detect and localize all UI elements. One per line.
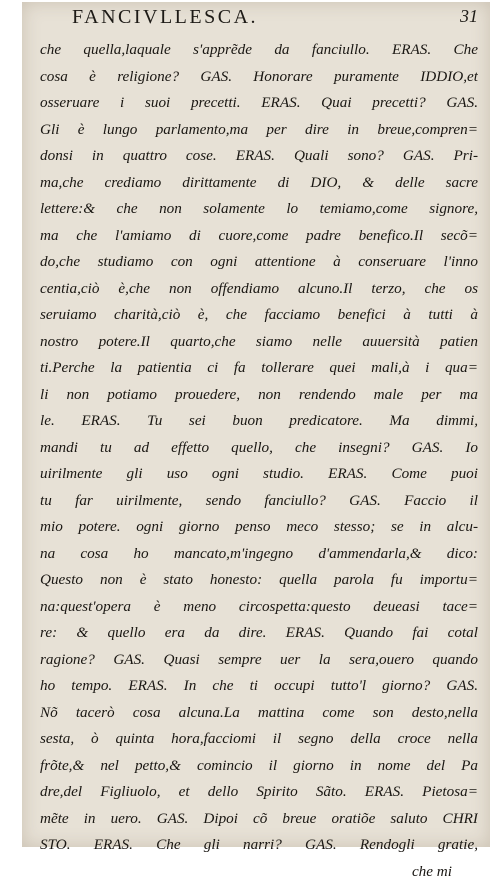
book-page — [22, 2, 490, 847]
dialogue-text — [40, 37, 478, 885]
text-line: tu far uirilmente, sendo fanciullo? GAS. Faccio il — [40, 488, 478, 515]
text-line: na:quest'opera è meno circospetta:questo deueasi tace= — [40, 594, 478, 621]
text-line: che mi — [40, 859, 478, 885]
text-line: re: & quello era da dire. ERAS. Quando fai cotal — [40, 620, 478, 647]
text-line: centia,ciò è,che non offendiamo alcuno.Il terzo, che os — [40, 276, 478, 303]
text-line: cosa è religione? GAS. Honorare puramente IDDIO,et — [40, 64, 478, 91]
running-title: FANCIVLLESCA. — [72, 6, 258, 29]
text-line: che quella,laquale s'apprẽde da fanciullo. ERAS. Che — [40, 37, 478, 64]
text-line: donsi in quattro cose. ERAS. Quali sono? GAS. Pri- — [40, 143, 478, 170]
text-line: le. ERAS. Tu sei buon predicatore. Ma dimmi, — [40, 408, 478, 435]
text-line: ma che l'amiamo di cuore,come padre benefico.Il secõ= — [40, 223, 478, 250]
text-line: osseruare i suoi precetti. ERAS. Quai precetti? GAS. — [40, 90, 478, 117]
text-line: ho tempo. ERAS. In che ti occupi tutto'l giorno? GAS. — [40, 673, 478, 700]
text-line: Questo non è stato honesto: quella parola fu importu= — [40, 567, 478, 594]
text-line: mio potere. ogni giorno penso meco stesso; se in alcu- — [40, 514, 478, 541]
text-line: ragione? GAS. Quasi sempre uer la sera,ouero quando — [40, 647, 478, 674]
text-line: do,che studiamo con ogni attentione à conseruare l'inno — [40, 249, 478, 276]
text-line: uirilmente gli uso ogni studio. ERAS. Come puoi — [40, 461, 478, 488]
text-line: mandi tu ad effetto quello, che insegni? GAS. Io — [40, 435, 478, 462]
text-line: Gli è lungo parlamento,ma per dire in breue,compren= — [40, 117, 478, 144]
text-line: ti.Perche la patientia ci fa tollerare quei mali,à i qua= — [40, 355, 478, 382]
page-number: 31 — [460, 6, 478, 27]
text-line: frõte,& nel petto,& comincio il giorno in nome del Pa — [40, 753, 478, 780]
text-line: lettere:& che non solamente lo temiamo,come signore, — [40, 196, 478, 223]
text-line: ma,che crediamo dirittamente di DIO, & delle sacre — [40, 170, 478, 197]
running-head — [22, 6, 490, 34]
text-line: nostro potere.Il quarto,che siamo nelle auuersità patien — [40, 329, 478, 356]
text-line: seruiamo charità,ciò è, che facciamo benefici à tutti à — [40, 302, 478, 329]
text-line: na cosa ho mancato,m'ingegno d'ammendarla,& dico: — [40, 541, 478, 568]
text-line: mẽte in uero. GAS. Dipoi cõ breue oratiõe saluto CHRI — [40, 806, 478, 833]
text-line: STO. ERAS. Che gli narri? GAS. Rendogli gratie, — [40, 832, 478, 859]
text-line: li non potiamo prouedere, non rendendo male per ma — [40, 382, 478, 409]
text-line: sesta, ò quinta hora,facciomi il segno della croce nella — [40, 726, 478, 753]
text-line: Nõ tacerò cosa alcuna.La mattina come son desto,nella — [40, 700, 478, 727]
text-line: dre,del Figliuolo, et dello Spirito Sãto. ERAS. Pietosa= — [40, 779, 478, 806]
